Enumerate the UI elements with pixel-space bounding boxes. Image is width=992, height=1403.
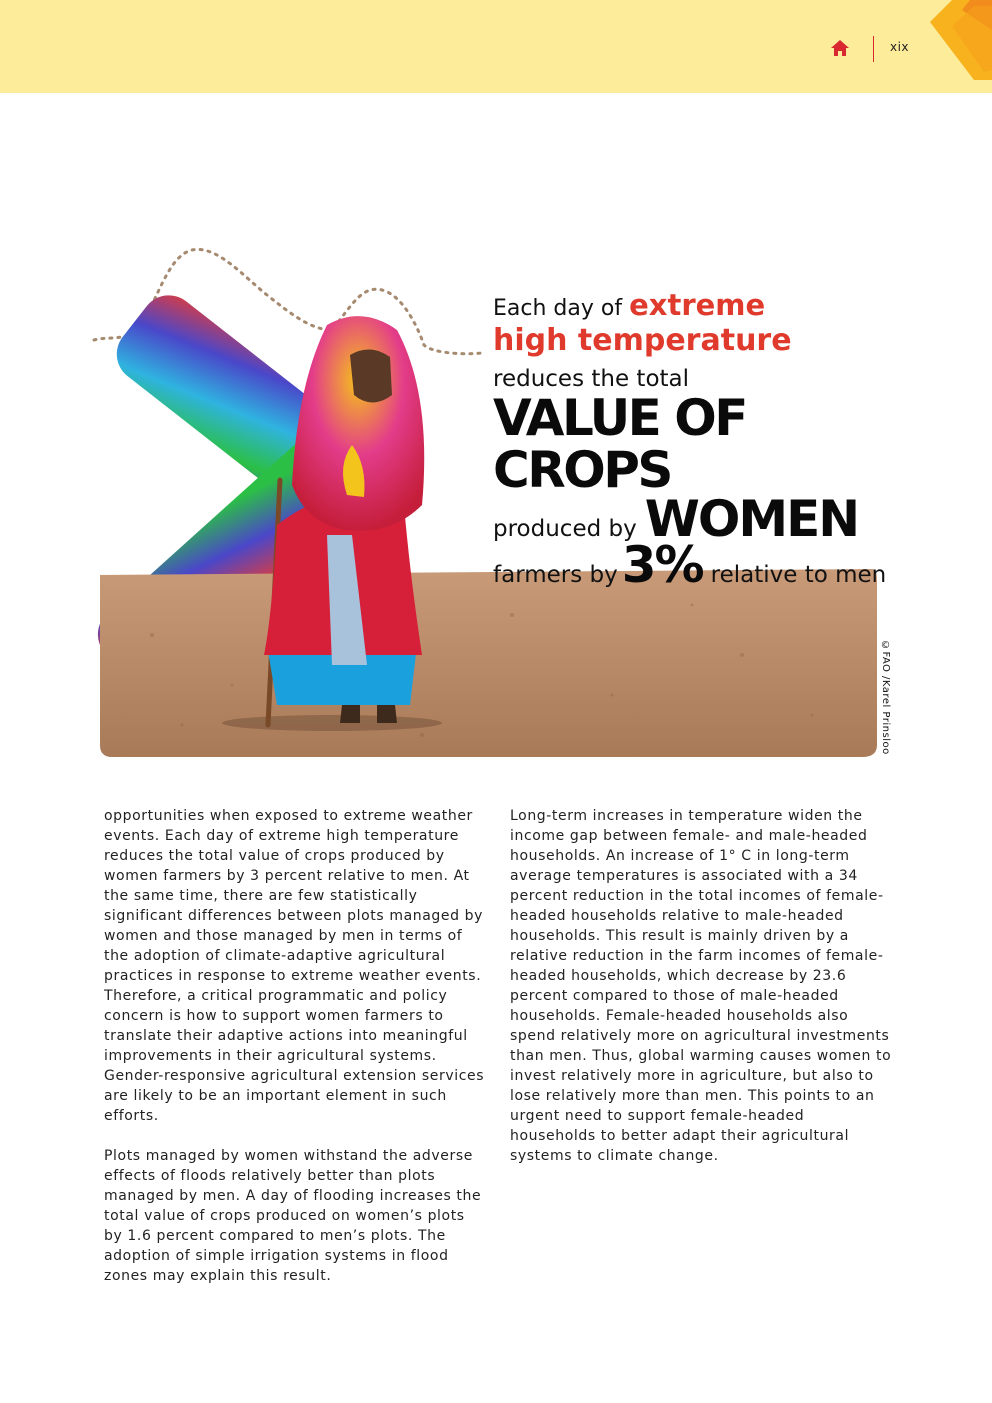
headline-relative-to-men: relative to men	[710, 562, 887, 588]
headline-row-percent	[493, 536, 933, 594]
headline-produced-by: produced by	[493, 516, 637, 542]
corner-chevron-decoration	[912, 0, 992, 80]
headline-accent-high-temperature: high temperature	[493, 323, 792, 358]
headline	[493, 288, 933, 594]
home-icon[interactable]	[830, 38, 850, 58]
header-divider	[873, 36, 874, 62]
headline-farmers-by: farmers by	[493, 562, 618, 588]
headline-prefix: Each day of	[493, 296, 623, 321]
headline-percent: 3%	[621, 536, 703, 594]
headline-value-of-crops: VALUE OF CROPS	[493, 389, 746, 499]
photo-credit: ©FAO /Karel Prinsloo	[880, 640, 891, 755]
headline-line1	[493, 290, 933, 324]
page-number: xix	[890, 40, 910, 54]
body-column-right	[510, 806, 894, 1186]
headline-row-women	[493, 490, 933, 548]
headline-women: WOMEN	[644, 490, 859, 548]
headline-line3: reduces the total	[493, 366, 690, 392]
body-column-left	[104, 806, 488, 1306]
paragraph: Long-term increases in temperature widen the income gap between female- and male-headed households. An increase of 1° C in long-term average temperatures is associated with a 34 percent reduction in the total incomes of female-headed households relative to male-headed households. This result is mainly driven by a relative reduction in the farm incomes of female-headed households, which decrease by 23.6 percent compared to those of male-headed households. Female-headed households also spend relatively more on agricultural investments than men. Thus, global warming causes women to invest relatively more in agriculture, but also to lose relatively more than men. This points to an urgent need to support female-headed households to better adapt their agricultural systems to climate change.	[510, 808, 892, 1164]
paragraph: Plots managed by women withstand the adverse effects of floods relatively better than plots managed by men. A day of flooding increases the total value of crops produced on women’s plots by 1.6 percent compared to men’s plots. The adoption of simple irrigation systems in flood zones may explain this result.	[104, 1148, 482, 1284]
paragraph: opportunities when exposed to extreme weather events. Each day of extreme high temperature reduces the total value of crops produced by women farmers by 3 percent relative to men. At the same time, there are few statistically significant differences between plots managed by women and those managed by men in terms of the adoption of climate-adaptive agricultural practices in response to extreme weather events. Therefore, a critical programmatic and policy concern is how to support women farmers to translate their adaptive actions into meaningful improvements in their agricultural systems. Gender-responsive agricultural extension services are likely to be an important element in such efforts.	[104, 808, 485, 1124]
headline-accent-extreme: extreme	[629, 288, 766, 322]
